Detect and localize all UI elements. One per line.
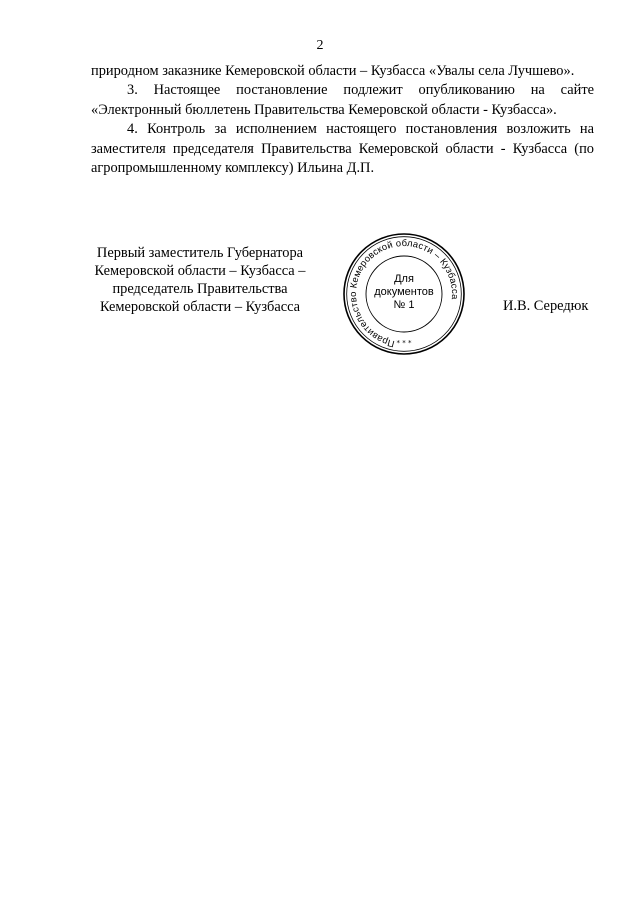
seal-center-line: № 1 [393,299,415,311]
document-body [91,62,594,178]
signatory-position-line: Первый заместитель Губернатора [96,245,304,261]
official-seal-stamp [342,232,466,356]
paragraph-continuation: природном заказнике Кемеровской области – Кузбасса «Увалы села Лучшево». [91,63,575,79]
seal-center-line: Для [394,273,414,285]
signatory-position [86,244,314,316]
signatory-position-line: председатель Правительства [112,281,288,297]
signatory-position-line: Кемеровской области – Кузбасса – [94,263,306,279]
seal-center-line: документов [374,286,434,298]
signatory-name: И.В. Середюк [503,298,589,314]
seal-ring-text: Правительство Кемеровской области – Кузбасса [346,236,462,350]
paragraph-item-3: 3. Настоящее постановление подлежит опубликованию на сайте «Электронный бюллетень Правительства Кемеровской области - Кузбасса». [91,82,594,118]
paragraph-item-4: 4. Контроль за исполнением настоящего постановления возложить на заместителя председателя Правительства Кемеровской области - Кузбасса (по агропромышленному комплексу) Ильина Д.П. [91,121,594,177]
seal-star-mark: * * * [396,339,412,347]
signatory-position-line: Кемеровской области – Кузбасса [99,299,301,315]
page-number: 2 [316,38,324,53]
